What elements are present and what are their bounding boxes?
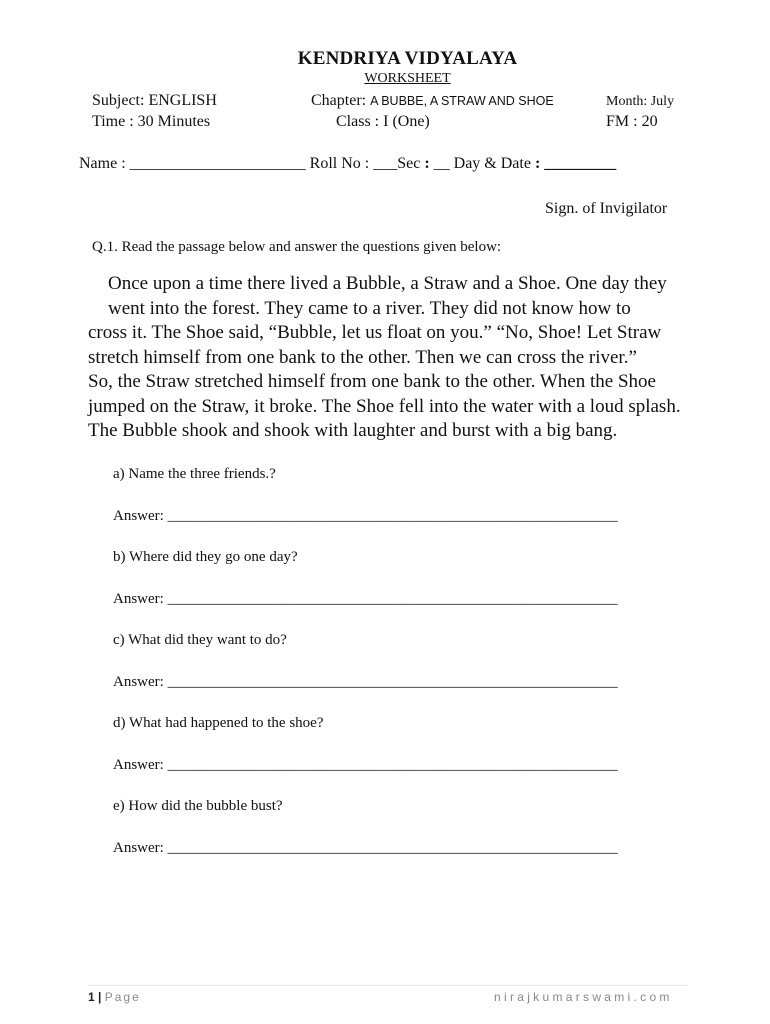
month-info bbox=[606, 94, 674, 110]
passage-line: The Bubble shook and shook with laughter and burst with a big bang. bbox=[88, 420, 618, 441]
page-number: 1 bbox=[88, 990, 95, 1004]
passage-line: went into the forest. They came to a river. They did not know how to bbox=[108, 297, 631, 319]
invigilator-signature: Sign. of Invigilator bbox=[545, 200, 668, 217]
class-label: Class : I (One) bbox=[336, 113, 430, 130]
answer-line-b[interactable]: Answer: ____________________________________________________________ bbox=[113, 591, 618, 607]
passage-line: cross it. The Shoe said, “Bubble, let us float on you.” “No, Shoe! Let Straw bbox=[88, 322, 662, 343]
month-value: July bbox=[650, 94, 675, 109]
passage-line: Once upon a time there lived a Bubble, a Straw and a Shoe. One day they bbox=[108, 273, 667, 294]
question-e: e) How did the bubble bust? bbox=[113, 798, 283, 814]
sec-colon: : bbox=[420, 155, 434, 172]
subject-label: Subject: ENGLISH bbox=[92, 92, 217, 109]
answer-line-d[interactable]: Answer: ____________________________________________________________ bbox=[113, 757, 618, 773]
answer-line-c[interactable]: Answer: ____________________________________________________________ bbox=[113, 674, 618, 690]
passage-line: So, the Straw stretched himself from one bank to the other. When the Shoe bbox=[88, 371, 656, 392]
passage-line: jumped on the Straw, it broke. The Shoe fell into the water with a loud splash. bbox=[88, 395, 681, 417]
month-label: Month: bbox=[606, 94, 648, 109]
worksheet-subtitle: WORKSHEET bbox=[364, 71, 451, 86]
chapter-info bbox=[311, 92, 554, 110]
page-separator: | bbox=[94, 990, 105, 1004]
date-blank: _________ bbox=[544, 155, 617, 172]
date-colon: : bbox=[534, 155, 545, 172]
passage bbox=[88, 272, 738, 444]
footer-page-number bbox=[88, 990, 141, 1004]
question-d: d) What had happened to the shoe? bbox=[113, 715, 324, 731]
school-title: KENDRIYA VIDYALAYA bbox=[297, 48, 518, 69]
time-label: Time : 30 Minutes bbox=[92, 113, 211, 130]
question-a: a) Name the three friends.? bbox=[113, 466, 276, 482]
question-b: b) Where did they go one day? bbox=[113, 549, 298, 565]
chapter-label: Chapter: bbox=[311, 92, 367, 109]
chapter-value: A BUBBE, A STRAW AND SHOE bbox=[370, 94, 554, 108]
student-details-line bbox=[79, 155, 616, 173]
name-rollno-sec-fields: Name : ______________________ Roll No : ___Sec bbox=[79, 155, 421, 172]
page-word: Page bbox=[104, 990, 141, 1004]
footer-divider bbox=[88, 985, 688, 986]
question-c: c) What did they want to do? bbox=[113, 632, 287, 648]
answer-line-a[interactable]: Answer: ____________________________________________________________ bbox=[113, 508, 618, 524]
question-heading: Q.1. Read the passage below and answer the questions given below: bbox=[92, 239, 502, 255]
full-marks: FM : 20 bbox=[606, 113, 658, 130]
answer-line-e[interactable]: Answer: ____________________________________________________________ bbox=[113, 840, 618, 856]
day-date-field: __ Day & Date bbox=[433, 155, 535, 172]
footer-site: nirajkumarswami.com bbox=[494, 990, 673, 1004]
passage-line: stretch himself from one bank to the other. Then we can cross the river.” bbox=[88, 346, 637, 368]
